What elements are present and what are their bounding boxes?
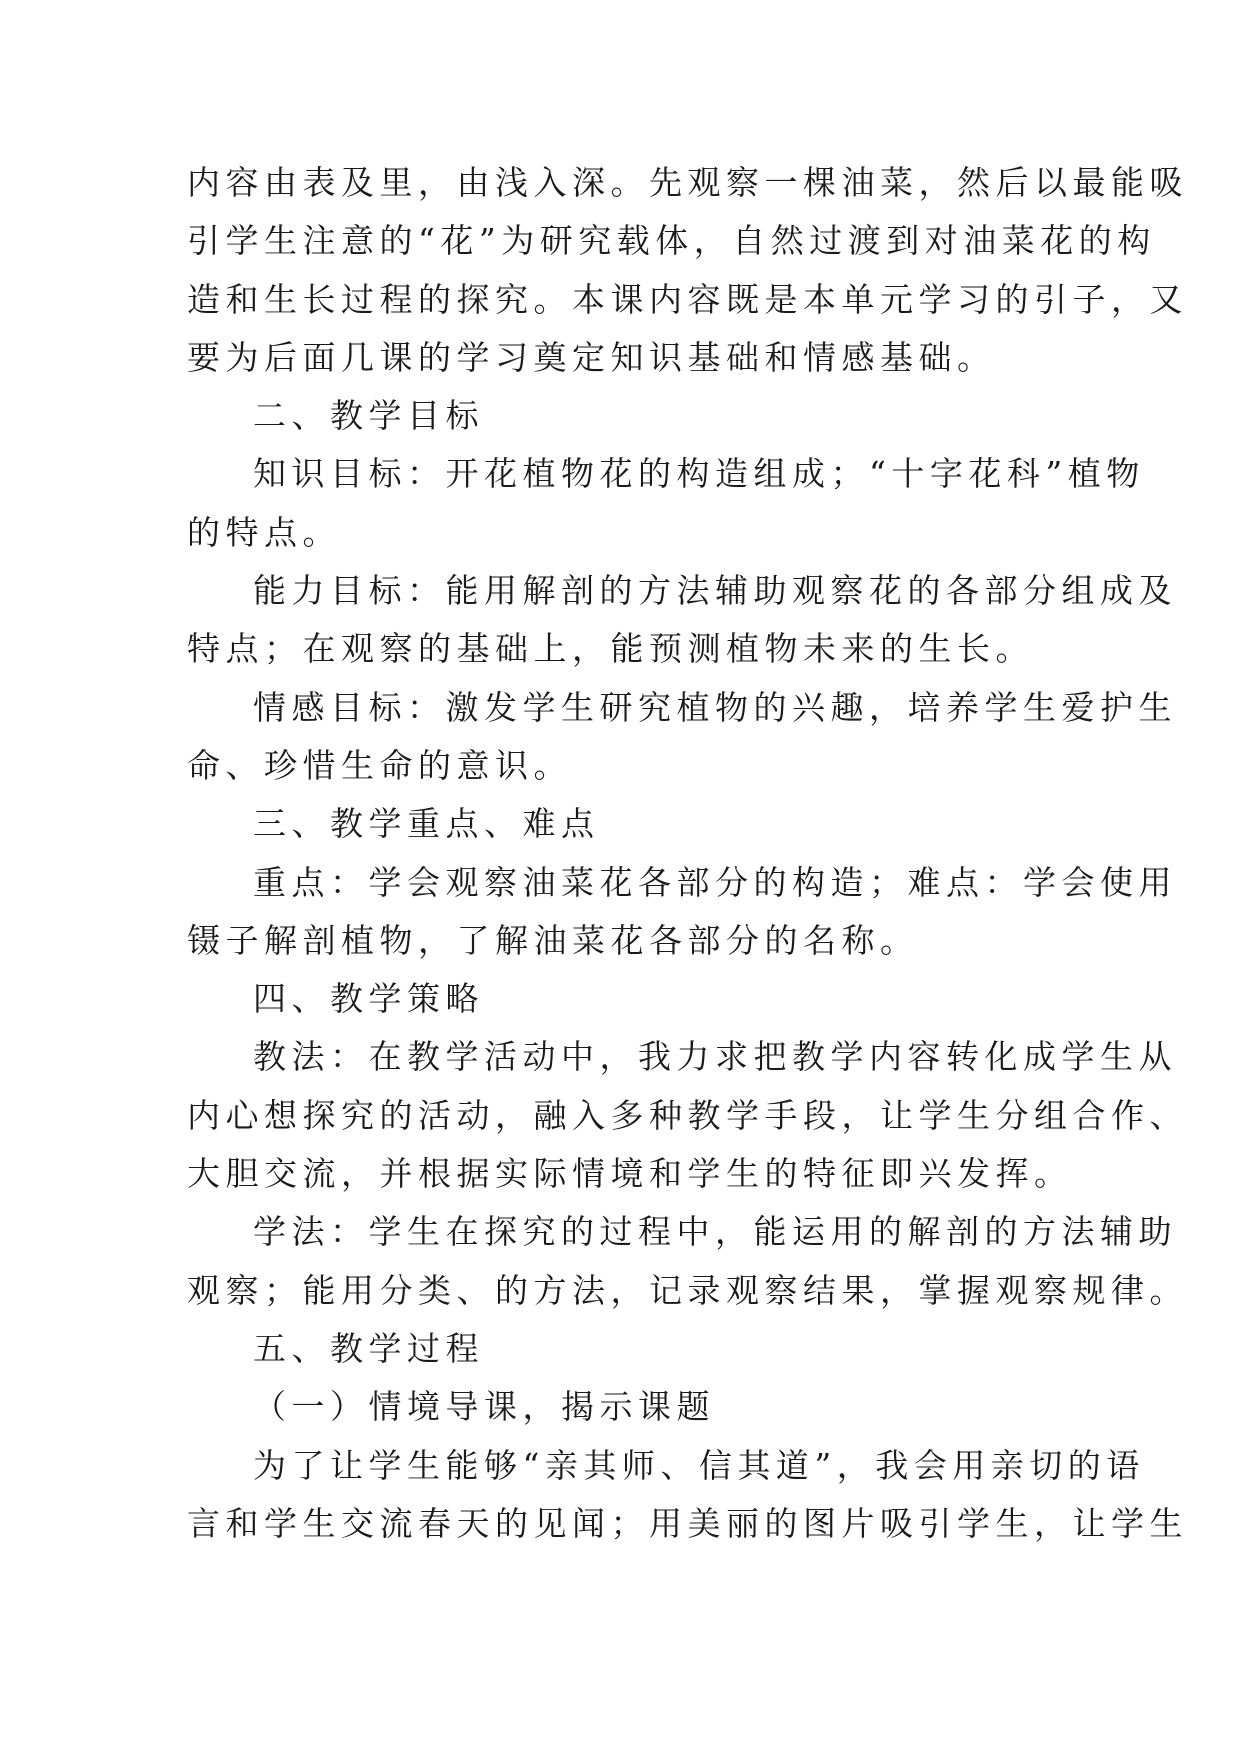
paragraph-line: 镊子解剖植物，了解油菜花各部分的名称。 xyxy=(187,920,919,960)
paragraph-line: 造和生长过程的探究。本课内容既是本单元学习的引子，又 xyxy=(187,279,1188,319)
document-body xyxy=(187,154,1188,1553)
paragraph-line: 观察；能用分类、的方法，记录观察结果，掌握观察规律。 xyxy=(187,1270,1188,1310)
paragraph-line: 重点：学会观察油菜花各部分的构造；难点：学会使用 xyxy=(253,862,1177,902)
paragraph-line: 知识目标：开花植物花的构造组成；“十字花科”植物 xyxy=(253,454,1145,494)
paragraph-line: 要为后面几课的学习奠定知识基础和情感基础。 xyxy=(187,337,996,377)
paragraph-line: 内容由表及里，由浅入深。先观察一棵油菜，然后以最能吸 xyxy=(187,163,1188,202)
paragraph-line: 学法：学生在探究的过程中，能运用的解剖的方法辅助 xyxy=(253,1212,1177,1252)
paragraph-line: 命、珍惜生命的意识。 xyxy=(187,745,572,785)
paragraph-line: 特点；在观察的基础上，能预测植物未来的生长。 xyxy=(187,629,1034,669)
paragraph-line: 引学生注意的“花”为研究载体，自然过渡到对油菜花的构 xyxy=(187,221,1156,261)
paragraph-line: 为了让学生能够“亲其师、信其道”，我会用亲切的语 xyxy=(253,1445,1145,1485)
paragraph-line: 大胆交流，并根据实际情境和学生的特征即兴发挥。 xyxy=(187,1154,1073,1194)
paragraph-line: 教法：在教学活动中，我力求把教学内容转化成学生从 xyxy=(253,1037,1177,1077)
paragraph-line: 情感目标：激发学生研究植物的兴趣，培养学生爱护生 xyxy=(253,687,1177,727)
section-heading: 五、教学过程 xyxy=(253,1328,484,1368)
paragraph-line: 言和学生交流春天的见闻；用美丽的图片吸引学生，让学生 xyxy=(187,1503,1188,1543)
section-heading: 二、教学目标 xyxy=(253,396,484,436)
subsection-heading: （一）情境导课，揭示课题 xyxy=(253,1387,715,1427)
paragraph-line: 的特点。 xyxy=(187,512,341,552)
paragraph-line: 内心想探究的活动，融入多种教学手段，让学生分组合作、 xyxy=(187,1095,1188,1135)
section-heading: 三、教学重点、难点 xyxy=(253,804,600,844)
section-heading: 四、教学策略 xyxy=(253,979,484,1019)
paragraph-line: 能力目标：能用解剖的方法辅助观察花的各部分组成及 xyxy=(253,571,1177,611)
